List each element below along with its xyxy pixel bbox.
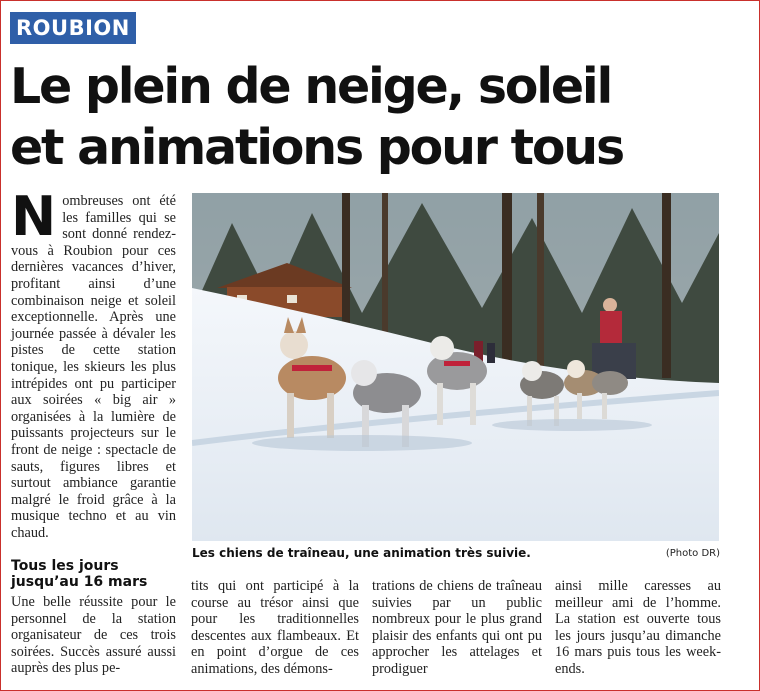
drop-cap: N — [11, 185, 57, 248]
subheading — [11, 558, 181, 590]
intro-text: ombreuses ont été les familles qui se sont donné rendez-vous à Roubion pour ces dernières vacances d’hiver, profitant ainsi d’une combinaison neige et soleil exceptionnelle. Après une journée passée à dévaler les pistes de cette station tonique, les skieurs les plus intrépides ont pu participer aux soirées « big air » organisées à la lumière de puissants projecteurs sur le front de neige : spectacle de sauts, figures libres et surtout ambiance garantie malgré le froid grâce à la musique techno et au vin chaud. — [11, 193, 176, 541]
column-4-text: ainsi mille caresses au meilleur ami de l’homme. La station est ouverte tous les jours jusqu’au dimanche 16 mars puis tous les week-ends. — [555, 578, 721, 677]
column-2-text: tits qui ont participé à la course au trésor ainsi que pour les traditionnelles descentes aux flambeaux. Et en point d’orgue de ces animations, des démons- — [191, 578, 359, 677]
column-1-text: Une belle réussite pour le personnel de la station organisateur de ces trois soirées. Succès assuré aussi auprès des plus pe- — [11, 594, 176, 677]
headline-line-2: et animations pour tous — [10, 119, 623, 176]
photo-caption: Les chiens de traîneau, une animation très suivie. — [192, 546, 531, 560]
column-3-text: trations de chiens de traîneau suivies par un public nombreux pour le plus grand plaisir des enfants qui ont pu approcher les attelages et prodiguer — [372, 578, 542, 677]
subheading-line-2: jusqu’au 16 mars — [11, 574, 148, 590]
photo-credit: (Photo DR) — [665, 548, 720, 559]
intro-paragraph — [11, 185, 176, 541]
headline-line-1: Le plein de neige, soleil — [10, 58, 612, 115]
subheading-line-1: Tous les jours — [11, 558, 119, 574]
headline — [10, 56, 750, 178]
sled-dog-photo — [192, 193, 719, 541]
photo-illustration — [192, 193, 719, 541]
section-rubric: ROUBION — [10, 12, 136, 44]
